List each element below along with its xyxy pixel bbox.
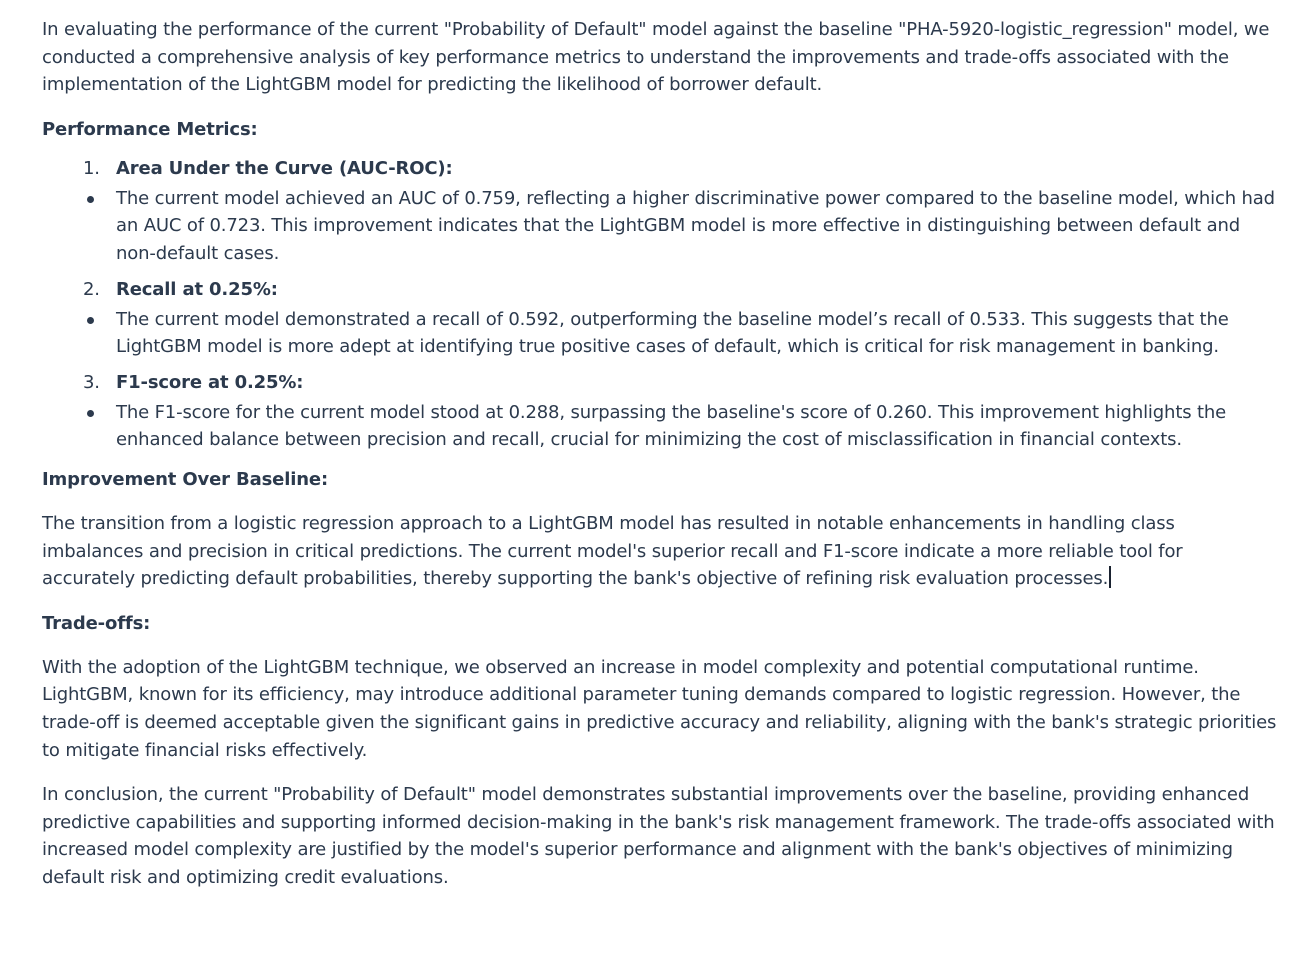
metric-description-text: The F1-score for the current model stood at 0.288, surpassing the baseline's score of 0.260. This improvement highlights the enhanced balance between precision and recall, crucial for minimizing the cost of misclassification in financial contexts. (116, 401, 1227, 451)
metric-title-text: Area Under the Curve (AUC-ROC): (116, 157, 453, 179)
tradeoffs-heading: Trade-offs: (42, 612, 151, 634)
list-number: 3. (83, 371, 100, 393)
bullet-icon (87, 410, 94, 417)
metric-title-text: Recall at 0.25%: (116, 278, 278, 300)
improvement-paragraph (42, 510, 1278, 593)
metric-description (42, 399, 1278, 454)
metric-description-text: The current model achieved an AUC of 0.759, reflecting a higher discriminative power compared to the baseline model, which had an AUC of 0.723. This improvement indicates that the LightGBM model is more effective in distinguishing between default and non-default cases. (116, 187, 1275, 264)
metric-description (42, 185, 1278, 268)
conclusion-paragraph: In conclusion, the current "Probability of Default" model demonstrates substantial improvements over the baseline, providing enhanced predictive capabilities and supporting informed decision-making in the bank's risk management framework. The trade-offs associated with increased model complexity are justified by the model's superior performance and alignment with the bank's objectives of minimizing default risk and optimizing credit evaluations. (42, 784, 1275, 888)
bullet-icon (87, 317, 94, 324)
metric-description-text: The current model demonstrated a recall of 0.592, outperforming the baseline model’s recall of 0.533. This suggests that the LightGBM model is more adept at identifying true positive cases of default, which is critical for risk management in banking. (116, 308, 1229, 358)
metrics-heading: Performance Metrics: (42, 118, 258, 140)
list-number: 2. (83, 278, 100, 300)
metric-title (42, 155, 1278, 183)
metric-title (42, 276, 1278, 304)
improvement-text: The transition from a logistic regression approach to a LightGBM model has resulted in notable enhancements in handling class imbalances and precision in critical predictions. The current model's superior recall and F1-score indicate a more reliable tool for accurately predicting default probabilities, thereby supporting the bank's objective of refining risk evaluation processes. (42, 512, 1183, 590)
metric-recall (42, 276, 1278, 361)
document-editor[interactable] (42, 16, 1278, 908)
list-number: 1. (83, 157, 100, 179)
improvement-heading: Improvement Over Baseline: (42, 468, 329, 490)
bullet-icon (87, 196, 94, 203)
metric-auc (42, 155, 1278, 268)
intro-paragraph: In evaluating the performance of the current "Probability of Default" model against the baseline "PHA-5920-logistic_regression" model, we conducted a comprehensive analysis of key performance metrics to understand the improvements and trade-offs associated with the implementation of the LightGBM model for predicting the likelihood of borrower default. (42, 19, 1270, 96)
metric-f1 (42, 369, 1278, 454)
text-cursor (1109, 566, 1111, 588)
metric-title-text: F1-score at 0.25%: (116, 371, 304, 393)
tradeoffs-paragraph: With the adoption of the LightGBM technique, we observed an increase in model complexity and potential computational runtime. LightGBM, known for its efficiency, may introduce additional parameter tuning demands compared to logistic regression. However, the trade-off is deemed acceptable given the significant gains in predictive accuracy and reliability, aligning with the bank's strategic priorities to mitigate financial risks effectively. (42, 656, 1277, 761)
metric-description (42, 306, 1278, 361)
metric-title (42, 369, 1278, 397)
